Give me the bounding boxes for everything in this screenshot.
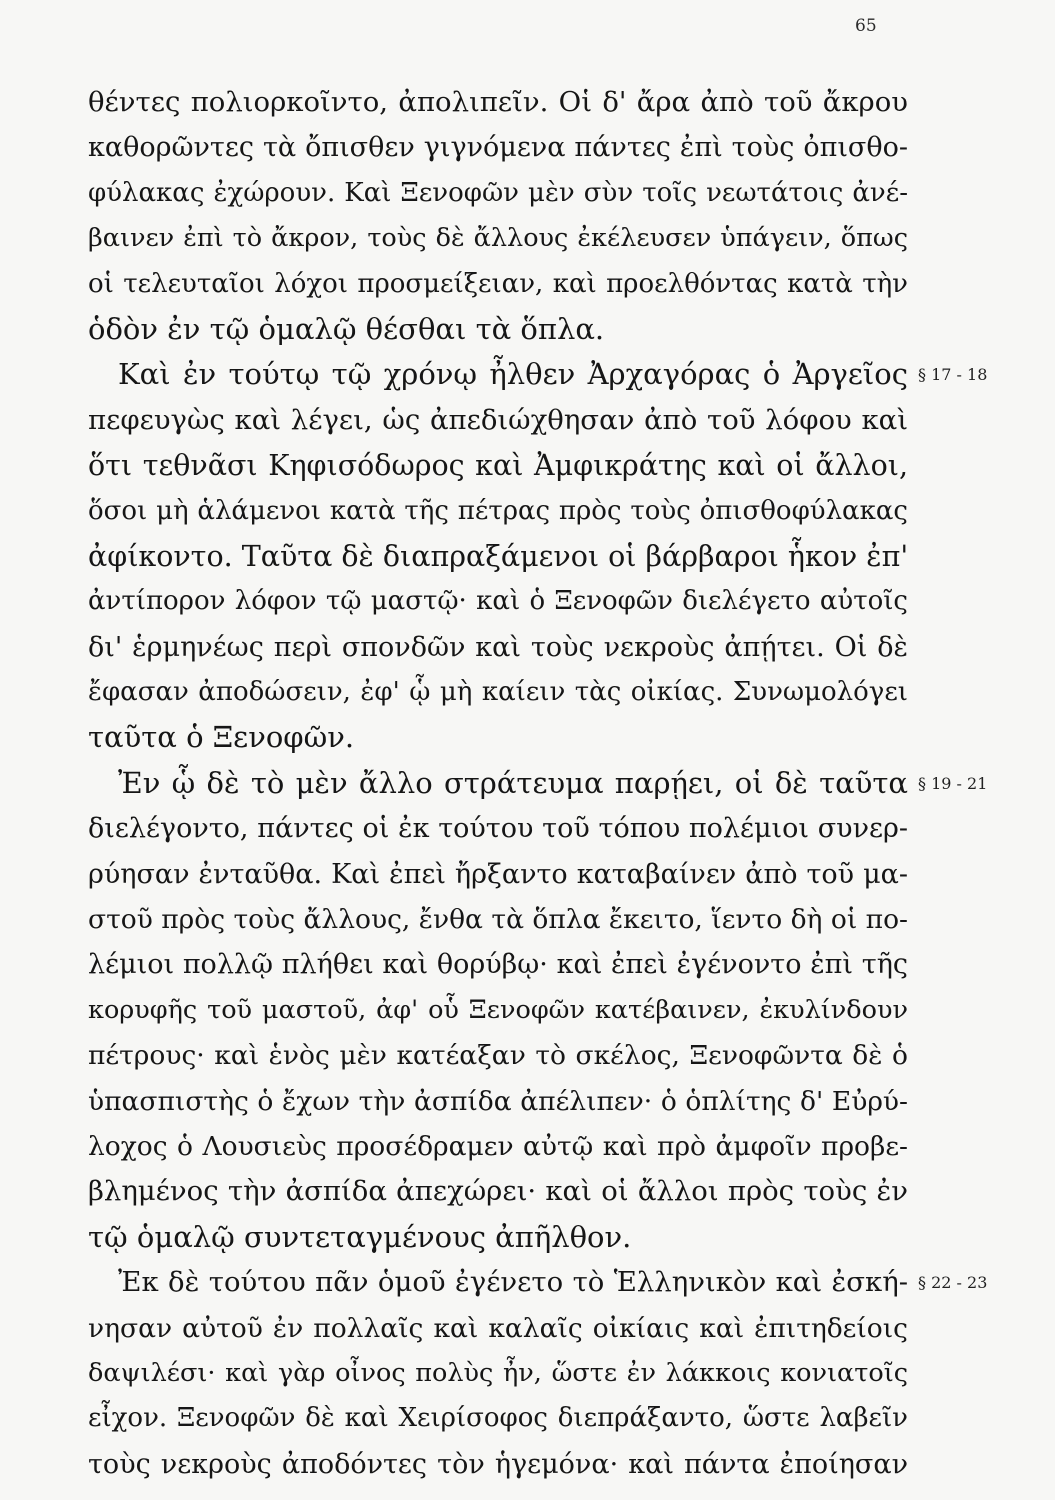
text-line: ὅτι τεθνᾶσι Κηφισόδωρος καὶ Ἀμφικράτης καὶ οἱ ἄλλοι, — [88, 449, 908, 483]
text-line: ρύησαν ἐνταῦθα. Καὶ ἐπεὶ ἤρξαντο καταβαίνεν ἀπὸ τοῦ μα- — [88, 858, 908, 890]
section-reference: § 22 - 23 — [918, 1273, 988, 1293]
text-line: βλημένος τὴν ἀσπίδα ἀπεχώρει· καὶ οἱ ἄλλοι πρὸς τοὺς ἐν — [88, 1175, 908, 1208]
text-line: οἱ τελευταῖοι λόχοι προσμείξειαν, καὶ προελθόντας κατὰ τὴν — [88, 268, 908, 299]
text-line: ἀφίκοντο. Ταῦτα δὲ διαπραξάμενοι οἱ βάρβαροι ἧκον ἐπ' — [88, 539, 909, 573]
text-line: Καὶ ἐν τούτῳ τῷ χρόνῳ ἦλθεν Ἀρχαγόρας ὁ Ἀργεῖος — [118, 357, 908, 392]
text-line: Ἐν ᾧ δὲ τὸ μὲν ἄλλο στράτευμα παρῄει, οἱ δὲ ταῦτα — [118, 765, 908, 800]
section-reference: § 17 - 18 — [918, 365, 988, 385]
text-line: κορυφῆς τοῦ μαστοῦ, ἀφ' οὗ Ξενοφῶν κατέβαινεν, ἐκυλίνδουν — [88, 994, 908, 1025]
text-line: φύλακας ἐχώρουν. Καὶ Ξενοφῶν μὲν σὺν τοῖς νεωτάτοις ἀνέ- — [88, 177, 908, 208]
text-line: πεφευγὼς καὶ λέγει, ὡς ἀπεδιώχθησαν ἀπὸ τοῦ λόφου καὶ — [88, 403, 908, 436]
text-line: βαινεν ἐπὶ τὸ ἄκρον, τοὺς δὲ ἄλλους ἐκέλευσεν ὑπάγειν, ὅπως — [88, 223, 908, 254]
text-line: καθορῶντες τὰ ὄπισθεν γιγνόμενα πάντες ἐπὶ τοὺς ὀπισθο- — [88, 132, 908, 164]
text-line: τῷ ὁμαλῷ συντεταγμένους ἀπῆλθον. — [88, 1219, 632, 1254]
section-reference: § 19 - 21 — [918, 774, 988, 793]
text-line: τοὺς νεκροὺς ἀποδόντες τὸν ἡγεμόνα· καὶ πάντα ἐποίησαν — [88, 1448, 908, 1480]
body-text — [88, 80, 908, 1487]
page-number: 65 — [855, 16, 877, 36]
text-line: στοῦ πρὸς τοὺς ἄλλους, ἔνθα τὰ ὅπλα ἔκειτο, ἵεντο δὴ οἱ πο- — [88, 904, 908, 936]
text-line: ταῦτα ὁ Ξενοφῶν. — [88, 720, 355, 755]
text-line: δαψιλέσι· καὶ γὰρ οἶνος πολὺς ἦν, ὥστε ἐν λάκκοις κονιατοῖς — [88, 1357, 908, 1388]
text-line: Ἐκ δὲ τούτου πᾶν ὁμοῦ ἐγένετο τὸ Ἑλληνικὸν καὶ ἐσκή- — [118, 1266, 908, 1299]
text-line: ὁδὸν ἐν τῷ ὁμαλῷ θέσθαι τὰ ὅπλα. — [88, 311, 605, 346]
text-line: ἔφασαν ἀποδώσειν, ἐφ' ᾧ μὴ καίειν τὰς οἰκίας. Συνωμολόγει — [88, 677, 908, 708]
text-line: πέτρους· καὶ ἑνὸς μὲν κατέαξαν τὸ σκέλος, Ξενοφῶντα δὲ ὁ — [88, 1040, 908, 1072]
text-line: ὅσοι μὴ ἁλάμενοι κατὰ τῆς πέτρας πρὸς τοὺς ὀπισθοφύλακας — [88, 495, 908, 526]
text-line: λοχος ὁ Λουσιεὺς προσέδραμεν αὐτῷ καὶ πρὸ ἀμφοῖν προβε- — [88, 1130, 908, 1162]
text-line: νησαν αὐτοῦ ἐν πολλαῖς καὶ καλαῖς οἰκίαις καὶ ἐπιτηδείοις — [88, 1312, 908, 1344]
text-line: ὑπασπιστὴς ὁ ἔχων τὴν ἀσπίδα ἀπέλιπεν· ὁ ὁπλίτης δ' Εὐρύ- — [88, 1085, 908, 1117]
text-line: ἀντίπορον λόφον τῷ μαστῷ· καὶ ὁ Ξενοφῶν διελέγετο αὐτοῖς — [88, 586, 908, 617]
text-line: θέντες πολιορκοῖντο, ἀπολιπεῖν. Οἱ δ' ἄρα ἀπὸ τοῦ ἄκρου — [88, 86, 908, 118]
text-line: εἶχον. Ξενοφῶν δὲ καὶ Χειρίσοφος διεπράξαντο, ὥστε λαβεῖν — [88, 1403, 908, 1434]
text-line: λέμιοι πολλῷ πλήθει καὶ θορύβῳ· καὶ ἐπεὶ ἐγένοντο ἐπὶ τῆς — [88, 949, 908, 981]
text-line: δι' ἑρμηνέως περὶ σπονδῶν καὶ τοὺς νεκροὺς ἀπῄτει. Οἱ δὲ — [88, 631, 908, 663]
text-line: διελέγοντο, πάντες οἱ ἐκ τούτου τοῦ τόπου πολέμιοι συνερ- — [88, 813, 908, 845]
